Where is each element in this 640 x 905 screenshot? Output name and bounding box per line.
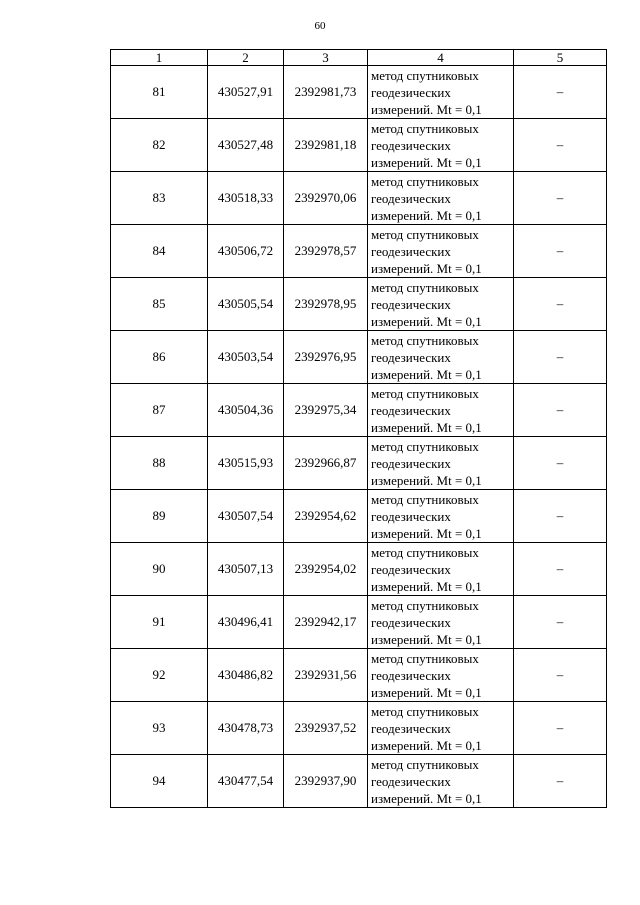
x-coordinate-cell: 430477,54 xyxy=(208,755,284,808)
method-cell xyxy=(368,702,514,755)
method-line: метод спутниковых xyxy=(371,120,479,136)
table-row xyxy=(111,225,607,278)
method-line: геодезических xyxy=(371,773,451,789)
page-number: 60 xyxy=(314,20,326,32)
method-line: метод спутниковых xyxy=(371,650,479,666)
table-row xyxy=(111,119,607,172)
method-line: метод спутниковых xyxy=(371,544,479,560)
x-coordinate-cell: 430515,93 xyxy=(208,437,284,490)
method-line: измерений. Mt = 0,1 xyxy=(371,419,482,435)
point-number-cell: 94 xyxy=(111,755,208,808)
y-coordinate-cell: 2392966,87 xyxy=(284,437,368,490)
method-line: измерений. Mt = 0,1 xyxy=(371,101,482,117)
note-cell: – xyxy=(514,119,607,172)
method-line: измерений. Mt = 0,1 xyxy=(371,631,482,647)
method-line: геодезических xyxy=(371,508,451,524)
method-line: измерений. Mt = 0,1 xyxy=(371,472,482,488)
method-line: измерений. Mt = 0,1 xyxy=(371,366,482,382)
method-line: геодезических xyxy=(371,349,451,365)
point-number-cell: 82 xyxy=(111,119,208,172)
x-coordinate-cell: 430478,73 xyxy=(208,702,284,755)
x-coordinate-cell: 430518,33 xyxy=(208,172,284,225)
method-cell xyxy=(368,755,514,808)
column-header-3: 3 xyxy=(284,50,368,66)
method-line: геодезических xyxy=(371,137,451,153)
table-row xyxy=(111,596,607,649)
point-number-cell: 81 xyxy=(111,66,208,119)
y-coordinate-cell: 2392937,52 xyxy=(284,702,368,755)
table-row xyxy=(111,437,607,490)
table-row xyxy=(111,66,607,119)
y-coordinate-cell: 2392937,90 xyxy=(284,755,368,808)
note-cell: – xyxy=(514,649,607,702)
x-coordinate-cell: 430504,36 xyxy=(208,384,284,437)
method-line: метод спутниковых xyxy=(371,67,479,83)
method-line: метод спутниковых xyxy=(371,756,479,772)
method-cell xyxy=(368,331,514,384)
y-coordinate-cell: 2392976,95 xyxy=(284,331,368,384)
column-header-2: 2 xyxy=(208,50,284,66)
table-row xyxy=(111,755,607,808)
table-header-row xyxy=(111,50,607,66)
point-number-cell: 90 xyxy=(111,543,208,596)
method-line: геодезических xyxy=(371,667,451,683)
note-cell: – xyxy=(514,490,607,543)
y-coordinate-cell: 2392942,17 xyxy=(284,596,368,649)
note-cell: – xyxy=(514,702,607,755)
method-line: измерений. Mt = 0,1 xyxy=(371,154,482,170)
method-line: измерений. Mt = 0,1 xyxy=(371,684,482,700)
table-row xyxy=(111,384,607,437)
method-cell xyxy=(368,278,514,331)
x-coordinate-cell: 430506,72 xyxy=(208,225,284,278)
y-coordinate-cell: 2392981,18 xyxy=(284,119,368,172)
x-coordinate-cell: 430496,41 xyxy=(208,596,284,649)
table-row xyxy=(111,543,607,596)
method-line: измерений. Mt = 0,1 xyxy=(371,207,482,223)
table-row xyxy=(111,278,607,331)
method-line: геодезических xyxy=(371,720,451,736)
table-row xyxy=(111,331,607,384)
table-row xyxy=(111,172,607,225)
note-cell: – xyxy=(514,331,607,384)
method-cell xyxy=(368,119,514,172)
method-line: геодезических xyxy=(371,561,451,577)
method-line: геодезических xyxy=(371,84,451,100)
method-cell xyxy=(368,384,514,437)
y-coordinate-cell: 2392975,34 xyxy=(284,384,368,437)
y-coordinate-cell: 2392981,73 xyxy=(284,66,368,119)
method-line: метод спутниковых xyxy=(371,385,479,401)
table-row xyxy=(111,649,607,702)
method-cell xyxy=(368,543,514,596)
point-number-cell: 91 xyxy=(111,596,208,649)
method-line: измерений. Mt = 0,1 xyxy=(371,578,482,594)
y-coordinate-cell: 2392954,02 xyxy=(284,543,368,596)
x-coordinate-cell: 430505,54 xyxy=(208,278,284,331)
point-number-cell: 89 xyxy=(111,490,208,543)
x-coordinate-cell: 430507,54 xyxy=(208,490,284,543)
column-header-4: 4 xyxy=(368,50,514,66)
point-number-cell: 88 xyxy=(111,437,208,490)
table-row xyxy=(111,702,607,755)
note-cell: – xyxy=(514,755,607,808)
method-cell xyxy=(368,596,514,649)
y-coordinate-cell: 2392954,62 xyxy=(284,490,368,543)
note-cell: – xyxy=(514,437,607,490)
column-header-1: 1 xyxy=(111,50,208,66)
x-coordinate-cell: 430527,91 xyxy=(208,66,284,119)
coordinates-table xyxy=(110,49,607,808)
method-line: метод спутниковых xyxy=(371,491,479,507)
y-coordinate-cell: 2392931,56 xyxy=(284,649,368,702)
method-line: измерений. Mt = 0,1 xyxy=(371,313,482,329)
method-line: измерений. Mt = 0,1 xyxy=(371,260,482,276)
method-line: метод спутниковых xyxy=(371,597,479,613)
method-line: метод спутниковых xyxy=(371,226,479,242)
y-coordinate-cell: 2392978,57 xyxy=(284,225,368,278)
method-line: геодезических xyxy=(371,455,451,471)
method-line: измерений. Mt = 0,1 xyxy=(371,790,482,806)
method-cell xyxy=(368,66,514,119)
point-number-cell: 85 xyxy=(111,278,208,331)
point-number-cell: 93 xyxy=(111,702,208,755)
table-row xyxy=(111,490,607,543)
table-body xyxy=(111,66,607,808)
note-cell: – xyxy=(514,596,607,649)
x-coordinate-cell: 430527,48 xyxy=(208,119,284,172)
method-cell xyxy=(368,225,514,278)
x-coordinate-cell: 430486,82 xyxy=(208,649,284,702)
method-cell xyxy=(368,649,514,702)
method-cell xyxy=(368,490,514,543)
method-line: метод спутниковых xyxy=(371,279,479,295)
note-cell: – xyxy=(514,66,607,119)
y-coordinate-cell: 2392970,06 xyxy=(284,172,368,225)
point-number-cell: 86 xyxy=(111,331,208,384)
method-line: геодезических xyxy=(371,243,451,259)
point-number-cell: 84 xyxy=(111,225,208,278)
column-header-5: 5 xyxy=(514,50,607,66)
x-coordinate-cell: 430507,13 xyxy=(208,543,284,596)
method-line: геодезических xyxy=(371,402,451,418)
note-cell: – xyxy=(514,225,607,278)
point-number-cell: 92 xyxy=(111,649,208,702)
x-coordinate-cell: 430503,54 xyxy=(208,331,284,384)
point-number-cell: 87 xyxy=(111,384,208,437)
method-line: геодезических xyxy=(371,190,451,206)
method-line: геодезических xyxy=(371,614,451,630)
note-cell: – xyxy=(514,384,607,437)
method-line: геодезических xyxy=(371,296,451,312)
method-line: метод спутниковых xyxy=(371,332,479,348)
method-line: измерений. Mt = 0,1 xyxy=(371,525,482,541)
method-line: метод спутниковых xyxy=(371,173,479,189)
note-cell: – xyxy=(514,172,607,225)
method-line: измерений. Mt = 0,1 xyxy=(371,737,482,753)
point-number-cell: 83 xyxy=(111,172,208,225)
note-cell: – xyxy=(514,543,607,596)
method-line: метод спутниковых xyxy=(371,438,479,454)
method-cell xyxy=(368,437,514,490)
y-coordinate-cell: 2392978,95 xyxy=(284,278,368,331)
note-cell: – xyxy=(514,278,607,331)
method-line: метод спутниковых xyxy=(371,703,479,719)
method-cell xyxy=(368,172,514,225)
